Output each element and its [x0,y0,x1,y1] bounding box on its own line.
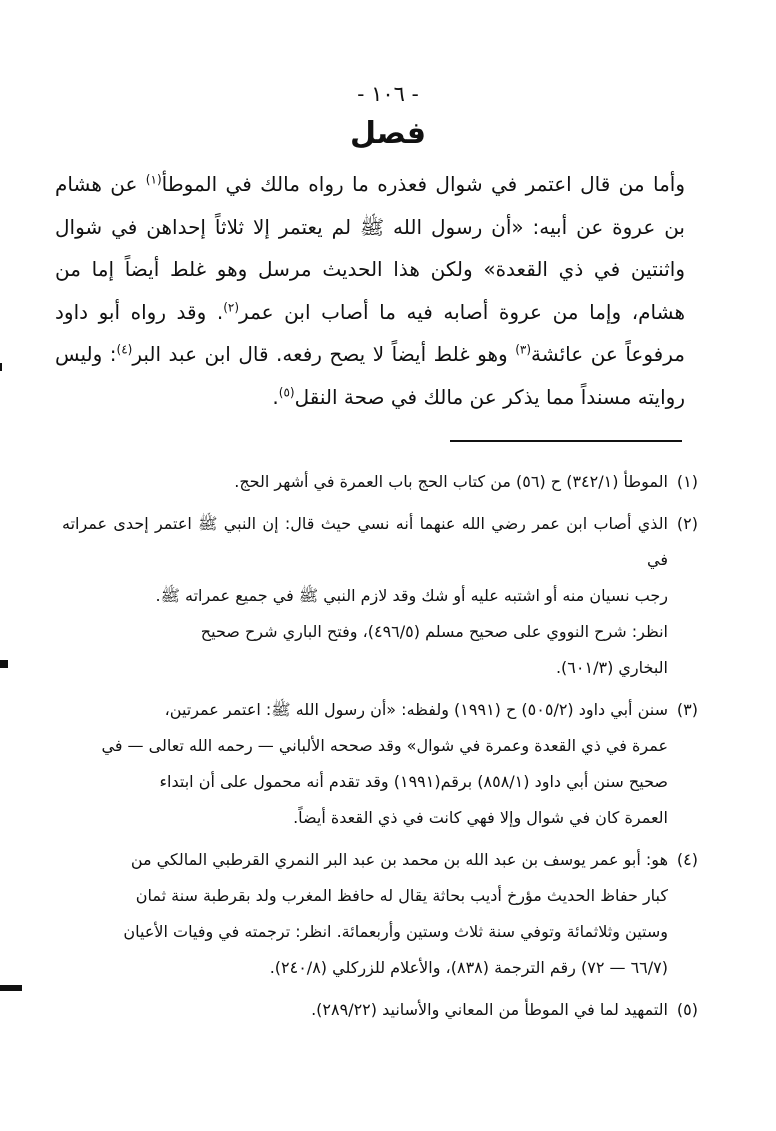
body-text-segment: : وليس روايته [55,342,685,409]
footnote-divider [450,440,682,442]
footnote-line: رجب نسيان منه أو اشتبه عليه أو شك وقد لازم النبي ﷺ في جميع عمراته ﷺ. [155,586,668,605]
footnote-item [62,464,698,500]
footnote-item [62,992,698,1028]
footnote-ref: (٤) [116,342,133,357]
footnote-line: كبار حفاظ الحديث مؤرخ أديب بحاثة يقال له حافظ المغرب ولد بقرطبة سنة ثمان [135,886,668,905]
footnote-line: البخاري (٦٠١/٣). [555,658,668,677]
footnote-line: العمرة كان في شوال وإلا فهي كانت في ذي القعدة أيضاً. [293,808,668,827]
footnote-line: هو: أبو عمر يوسف بن عبد الله بن محمد بن عبد البر النمري القرطبي المالكي من [130,850,668,869]
footnote-line: انظر: شرح النووي على صحيح مسلم (٤٩٦/٥)، وفتح الباري شرح صحيح [200,622,668,641]
scan-mark [0,985,22,991]
footnote-text [62,992,668,1028]
footnote-line: وستين وثلاثمائة وتوفي سنة ثلاث وستين وأربعمائة. انظر: ترجمته في وفيات الأعيان [123,922,668,941]
body-text-segment: عن هشام بن [55,172,685,239]
scan-mark [0,363,2,371]
footnote-ref: (٢) [223,299,240,314]
footnote-line: سنن أبي داود (٥٠٥/٢) ح (١٩٩١) ولفظه: «أن رسول الله ﷺ: اعتمر عمرتين، [164,700,668,719]
footnote-ref: (١) [145,172,162,187]
body-text-segment: وأما من قال اعتمر في شوال فعذره ما رواه مالك في الموطأ [161,172,686,196]
footnote-number: (٤) [676,850,698,869]
page-number: - ١٠٦ - [357,82,419,106]
footnote-item [62,692,698,836]
footnote-line: عمرة في ذي القعدة وعمرة في شوال» وقد صححه الألباني — رحمه الله تعالى — في [101,736,668,755]
footnote-ref: (٥) [278,384,295,399]
body-paragraph [55,163,685,418]
footnote-number: (٢) [676,514,698,533]
body-text-segment: وهو غلط أيضاً لا يصح رفعه. قال ابن عبد البر [132,342,516,366]
footnote-text [62,842,668,986]
footnote-text [62,506,668,686]
footnotes-list [62,464,698,1034]
body-text-segment: من عروة أصابه فيه ما أصاب ابن عمر [239,299,579,324]
body-text-segment: . [272,384,279,409]
scan-mark [0,660,8,668]
footnote-ref: (٣) [515,342,532,357]
footnote-text [62,692,668,836]
body-text-segment: مسنداً مما يذكر عن مالك في صحة النقل [294,384,632,409]
body-text-segment: عائشة [531,342,584,366]
footnote-line: صحيح سنن أبي داود (٨٥٨/١) برقم(١٩٩١) وقد تقدم أنه محمول على أن ابتداء [159,772,668,791]
footnote-item [62,506,698,686]
body-text-segment: في ذي القعدة» ولكن هذا الحديث مرسل وهو غلط أيضاً إما من هشام، وإما [55,257,686,324]
footnote-line: (٦٦/٧ — ٧٢) رقم الترجمة (٨٣٨)، والأعلام للزركلي (٢٤٠/٨). [269,958,668,977]
section-heading: فصل [350,116,426,151]
footnote-number: (١) [676,472,698,491]
footnote-line: الذي أصاب ابن عمر رضي الله عنهما أنه نسي حيث قال: إن النبي ﷺ اعتمر إحدى عمراته في [62,514,668,569]
body-text-segment: . وقد رواه أبو داود مرفوعاً عن [55,299,685,366]
footnote-line: التمهيد لما في الموطأ من المعاني والأسانيد (٢٨٩/٢٢). [311,1000,668,1019]
body-text-segment: عروة عن أبيه: «أن رسول الله ﷺ لم يعتمر إلا ثلاثاً إحداهن في شوال واثنتين [55,214,686,281]
footnote-number: (٣) [676,700,698,719]
footnote-line: الموطأ (٣٤٢/١) ح (٥٦) من كتاب الحج باب العمرة في أشهر الحج. [234,472,668,491]
footnote-item [62,842,698,986]
footnote-text [62,464,668,500]
footnote-number: (٥) [676,1000,698,1019]
